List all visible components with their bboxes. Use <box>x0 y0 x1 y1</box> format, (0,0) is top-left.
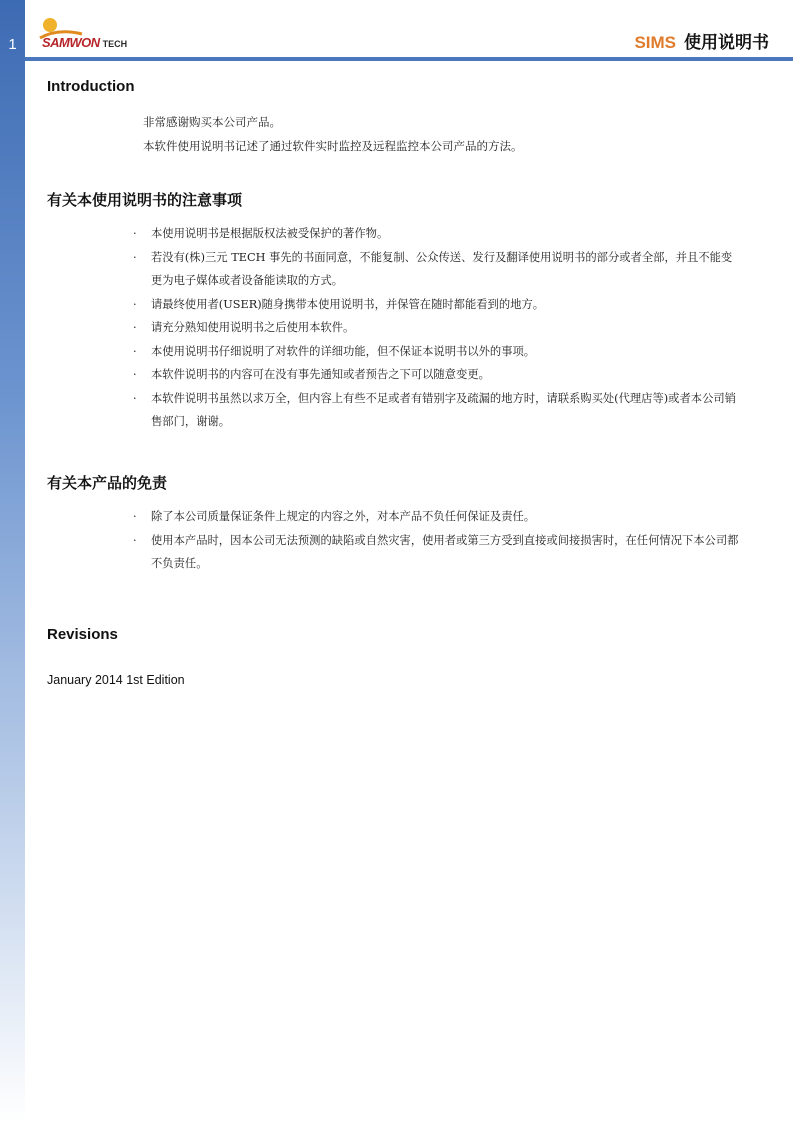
header-rule <box>25 57 793 61</box>
list-item: · 请充分熟知使用说明书之后使用本软件。 <box>133 321 355 334</box>
list-item: · 除了本公司质量保证条件上规定的内容之外，对本产品不负任何保证及责任。 <box>133 510 536 523</box>
title-main: 使用说明书 <box>684 33 769 53</box>
title-prefix: SIMS <box>634 33 676 52</box>
intro-line-1: 非常感谢购买本公司产品。 <box>143 115 281 129</box>
edition-text: January 2014 1st Edition <box>47 673 185 687</box>
list-item: · 本软件说明书虽然以求万全，但内容上有些不足或者有错别字及疏漏的地方时，请联系购买处(代理店等)或者本公司销售部门，谢谢。 <box>133 391 736 428</box>
notes-heading: 有关本使用说明书的注意事项 <box>47 192 243 209</box>
introduction-heading: Introduction <box>47 78 135 95</box>
logo-wordmark: SAMWON TECH <box>42 35 128 50</box>
disclaimer-heading: 有关本产品的免责 <box>47 475 168 492</box>
side-bar <box>0 0 25 1122</box>
list-item: · 本使用说明书是根据版权法被受保护的著作物。 <box>133 227 389 240</box>
document-title <box>634 28 769 53</box>
page-number: 1 <box>8 36 17 53</box>
list-item: · 若没有(株)三元 TECH 事先的书面同意，不能复制、公众传送、发行及翻译使用说明书的部分或者全部，并且不能变更为电子媒体或者设备能读取的方式。 <box>133 250 733 287</box>
intro-line-2: 本软件使用说明书记述了通过软件实时监控及远程监控本公司产品的方法。 <box>143 139 523 153</box>
revisions-heading: Revisions <box>47 626 118 643</box>
notes-list <box>133 222 743 434</box>
list-item: · 使用本产品时，因本公司无法预测的缺陷或自然灾害，使用者或第三方受到直接或间接损害时，在任何情况下本公司都不负责任。 <box>133 533 739 570</box>
list-item: · 本软件说明书的内容可在没有事先通知或者预告之下可以随意变更。 <box>133 368 490 381</box>
list-item: · 请最终使用者(USER)随身携带本使用说明书，并保管在随时都能看到的地方。 <box>133 297 545 311</box>
disclaimer-list <box>133 505 743 576</box>
list-item: · 本使用说明书仔细说明了对软件的详细功能，但不保证本说明书以外的事项。 <box>133 344 536 358</box>
